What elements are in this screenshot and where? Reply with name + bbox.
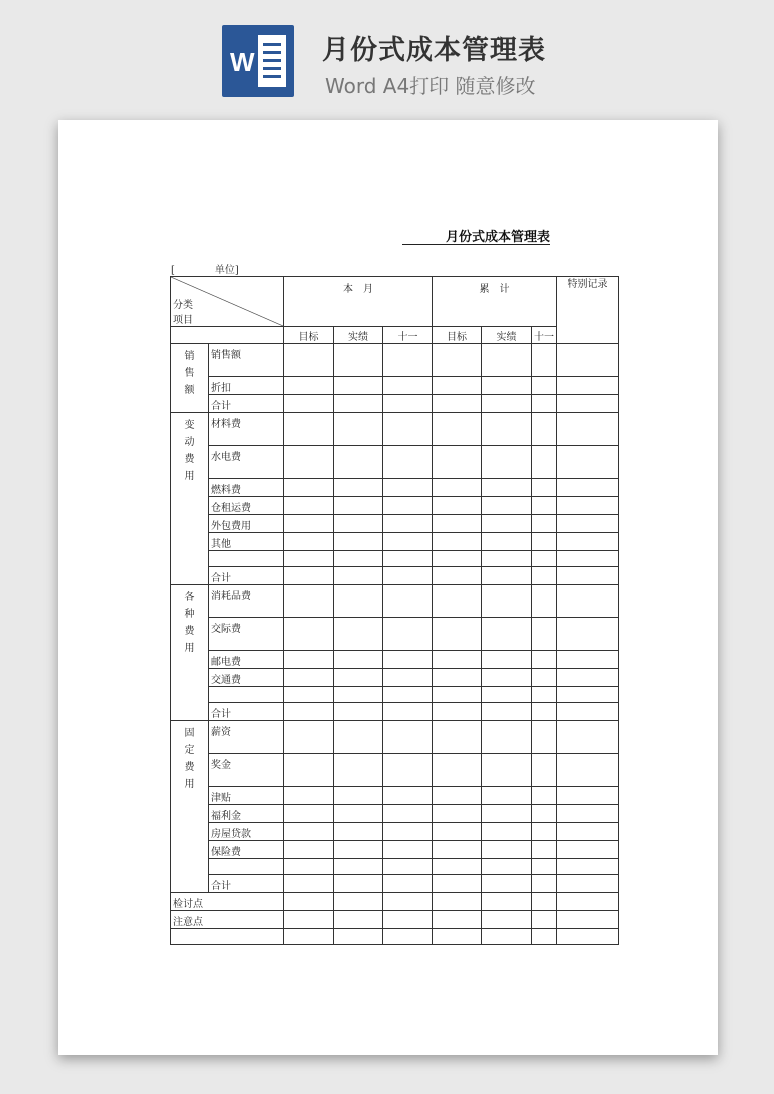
table-row: [171, 533, 619, 551]
value-cell[interactable]: [532, 841, 557, 859]
value-cell[interactable]: [532, 787, 557, 805]
value-cell[interactable]: [482, 859, 532, 875]
value-cell[interactable]: [284, 344, 334, 377]
value-cell[interactable]: [334, 859, 383, 875]
subheader-cell: 实绩: [482, 327, 532, 344]
value-cell[interactable]: [383, 395, 433, 413]
value-cell[interactable]: [532, 344, 557, 377]
category-char: 费: [184, 454, 195, 465]
item-label: 交际费: [209, 618, 284, 651]
value-cell[interactable]: [557, 703, 619, 721]
table-row: [171, 859, 619, 875]
header-this-month: 本 月: [284, 277, 433, 327]
value-cell[interactable]: [284, 515, 334, 533]
value-cell[interactable]: [532, 377, 557, 395]
value-cell[interactable]: [284, 859, 334, 875]
value-cell[interactable]: [482, 533, 532, 551]
value-cell[interactable]: [383, 787, 433, 805]
item-label: 奖金: [209, 754, 284, 787]
value-cell[interactable]: [433, 787, 482, 805]
value-cell[interactable]: [383, 567, 433, 585]
value-cell[interactable]: [284, 446, 334, 479]
value-cell[interactable]: [383, 446, 433, 479]
value-cell[interactable]: [334, 703, 383, 721]
value-cell[interactable]: [557, 446, 619, 479]
value-cell[interactable]: [433, 413, 482, 446]
value-cell[interactable]: [532, 533, 557, 551]
value-cell[interactable]: [383, 551, 433, 567]
table-row: [171, 395, 619, 413]
value-cell[interactable]: [482, 754, 532, 787]
value-cell[interactable]: [284, 413, 334, 446]
value-cell[interactable]: [383, 585, 433, 618]
value-cell[interactable]: [334, 479, 383, 497]
value-cell[interactable]: [334, 687, 383, 703]
item-label: 合计: [209, 567, 284, 585]
value-cell[interactable]: [557, 413, 619, 446]
value-cell[interactable]: [557, 875, 619, 893]
value-cell[interactable]: [482, 585, 532, 618]
value-cell[interactable]: [383, 377, 433, 395]
table-row: [171, 618, 619, 651]
value-cell[interactable]: [482, 497, 532, 515]
item-label: [209, 551, 284, 567]
value-cell[interactable]: [482, 446, 532, 479]
value-cell[interactable]: [557, 344, 619, 377]
category-char: 用: [184, 643, 195, 654]
value-cell[interactable]: [532, 911, 557, 929]
table-row: [171, 703, 619, 721]
value-cell[interactable]: [557, 754, 619, 787]
item-label: 其他: [209, 533, 284, 551]
value-cell[interactable]: [284, 395, 334, 413]
item-label: 燃料费: [209, 479, 284, 497]
value-cell[interactable]: [334, 344, 383, 377]
value-cell[interactable]: [383, 859, 433, 875]
value-cell[interactable]: [482, 911, 532, 929]
value-cell[interactable]: [284, 893, 334, 911]
value-cell[interactable]: [383, 651, 433, 669]
value-cell[interactable]: [482, 823, 532, 841]
value-cell[interactable]: [482, 805, 532, 823]
item-label: 交通费: [209, 669, 284, 687]
header-special-notes: 特别记录: [557, 277, 619, 344]
item-label: [209, 687, 284, 703]
table-row: [171, 567, 619, 585]
banner: [0, 0, 774, 118]
value-cell[interactable]: [482, 721, 532, 754]
table-row: [171, 515, 619, 533]
table-row: [171, 805, 619, 823]
value-cell[interactable]: [383, 413, 433, 446]
header-diagonal-cell: [171, 277, 284, 327]
table-row: [171, 721, 619, 754]
table-row: [171, 344, 619, 377]
value-cell[interactable]: [334, 585, 383, 618]
value-cell[interactable]: [482, 395, 532, 413]
item-label: 房屋贷款: [209, 823, 284, 841]
table-row: [171, 669, 619, 687]
value-cell[interactable]: [482, 841, 532, 859]
value-cell[interactable]: [557, 618, 619, 651]
value-cell[interactable]: [532, 551, 557, 567]
subheader-cell: 目标: [433, 327, 482, 344]
value-cell[interactable]: [334, 618, 383, 651]
category-char: 动: [184, 437, 195, 448]
value-cell[interactable]: [557, 585, 619, 618]
value-cell[interactable]: [383, 911, 433, 929]
value-cell[interactable]: [482, 651, 532, 669]
value-cell[interactable]: [433, 395, 482, 413]
value-cell[interactable]: [433, 893, 482, 911]
value-cell[interactable]: [334, 446, 383, 479]
value-cell[interactable]: [532, 805, 557, 823]
banner-title: 月份式成本管理表: [322, 35, 546, 66]
value-cell[interactable]: [284, 841, 334, 859]
value-cell[interactable]: [557, 377, 619, 395]
value-cell[interactable]: [557, 497, 619, 515]
header-item-label: 项目: [173, 315, 193, 326]
item-label: 外包费用: [209, 515, 284, 533]
subheader-cell: 十一: [383, 327, 433, 344]
value-cell[interactable]: [383, 721, 433, 754]
value-cell[interactable]: [383, 618, 433, 651]
value-cell[interactable]: [383, 687, 433, 703]
word-icon-letter: W: [230, 47, 255, 77]
category-char: 额: [184, 385, 195, 396]
value-cell[interactable]: [532, 446, 557, 479]
value-cell[interactable]: [433, 875, 482, 893]
value-cell[interactable]: [532, 497, 557, 515]
document-title: [402, 226, 550, 245]
item-label: 薪资: [209, 721, 284, 754]
value-cell[interactable]: [383, 497, 433, 515]
item-label: 折扣: [209, 377, 284, 395]
value-cell[interactable]: [433, 479, 482, 497]
value-cell[interactable]: [482, 703, 532, 721]
value-cell[interactable]: [433, 377, 482, 395]
value-cell[interactable]: [284, 823, 334, 841]
banner-subtitle: Word A4打印 随意修改: [325, 74, 536, 98]
item-label: 仓租运费: [209, 497, 284, 515]
value-cell[interactable]: [383, 533, 433, 551]
value-cell[interactable]: [383, 875, 433, 893]
value-cell[interactable]: [532, 893, 557, 911]
value-cell[interactable]: [334, 395, 383, 413]
table-row: [171, 651, 619, 669]
value-cell[interactable]: [433, 446, 482, 479]
value-cell[interactable]: [532, 479, 557, 497]
value-cell[interactable]: [284, 533, 334, 551]
category-char: 各: [184, 592, 195, 603]
table-row: [171, 497, 619, 515]
value-cell[interactable]: [334, 413, 383, 446]
value-cell[interactable]: [482, 687, 532, 703]
category-cell: [171, 585, 209, 721]
unit-label: [ 单位]: [171, 265, 239, 276]
category-char: 费: [184, 762, 195, 773]
item-label: 水电费: [209, 446, 284, 479]
value-cell[interactable]: [334, 551, 383, 567]
item-label: [209, 859, 284, 875]
value-cell[interactable]: [532, 687, 557, 703]
category-cell: [171, 721, 209, 893]
value-cell[interactable]: [383, 823, 433, 841]
value-cell[interactable]: [284, 687, 334, 703]
value-cell[interactable]: [383, 344, 433, 377]
value-cell[interactable]: [532, 721, 557, 754]
table-row: [171, 911, 619, 929]
value-cell[interactable]: [482, 618, 532, 651]
category-char: 售: [184, 368, 195, 379]
category-char: 费: [184, 626, 195, 637]
value-cell[interactable]: [284, 805, 334, 823]
value-cell[interactable]: [532, 754, 557, 787]
value-cell[interactable]: [284, 787, 334, 805]
category-char: 用: [184, 779, 195, 790]
value-cell[interactable]: [334, 721, 383, 754]
value-cell[interactable]: [334, 533, 383, 551]
value-cell[interactable]: [383, 893, 433, 911]
subheader-cell: 目标: [284, 327, 334, 344]
value-cell[interactable]: [334, 823, 383, 841]
value-cell[interactable]: [334, 787, 383, 805]
value-cell[interactable]: [284, 377, 334, 395]
value-cell[interactable]: [557, 929, 619, 945]
value-cell[interactable]: [334, 377, 383, 395]
value-cell[interactable]: [557, 859, 619, 875]
value-cell[interactable]: [433, 823, 482, 841]
value-cell[interactable]: [383, 841, 433, 859]
value-cell[interactable]: [284, 585, 334, 618]
value-cell[interactable]: [334, 911, 383, 929]
value-cell[interactable]: [482, 413, 532, 446]
category-char: 销: [184, 351, 195, 362]
table-row: [171, 787, 619, 805]
value-cell[interactable]: [334, 567, 383, 585]
value-cell[interactable]: [532, 703, 557, 721]
value-cell[interactable]: [433, 911, 482, 929]
value-cell[interactable]: [482, 893, 532, 911]
table-row: [171, 687, 619, 703]
category-char: 种: [184, 609, 195, 620]
value-cell[interactable]: [557, 651, 619, 669]
category-cell: [171, 413, 209, 585]
value-cell[interactable]: [557, 551, 619, 567]
value-cell[interactable]: [383, 703, 433, 721]
item-label: 合计: [209, 703, 284, 721]
category-char: 定: [184, 745, 195, 756]
header-category-label: 分类: [173, 300, 193, 311]
category-char: 变: [184, 420, 195, 431]
value-cell[interactable]: [284, 618, 334, 651]
value-cell[interactable]: [433, 651, 482, 669]
value-cell[interactable]: [334, 875, 383, 893]
value-cell[interactable]: [482, 515, 532, 533]
value-cell[interactable]: [482, 479, 532, 497]
table-row: [171, 413, 619, 446]
item-label: 合计: [209, 875, 284, 893]
value-cell[interactable]: [284, 567, 334, 585]
item-label: 保险费: [209, 841, 284, 859]
value-cell[interactable]: [557, 721, 619, 754]
value-cell[interactable]: [532, 413, 557, 446]
value-cell[interactable]: [383, 515, 433, 533]
value-cell[interactable]: [557, 823, 619, 841]
value-cell[interactable]: [482, 669, 532, 687]
value-cell[interactable]: [557, 893, 619, 911]
value-cell[interactable]: [433, 669, 482, 687]
category-char: 固: [184, 728, 195, 739]
table-row: [171, 585, 619, 618]
value-cell[interactable]: [532, 859, 557, 875]
value-cell[interactable]: [284, 721, 334, 754]
table-row: [171, 929, 619, 945]
value-cell[interactable]: [557, 805, 619, 823]
value-cell[interactable]: [532, 669, 557, 687]
value-cell[interactable]: [557, 687, 619, 703]
document-title-text: 月份式成本管理表: [445, 230, 550, 245]
value-cell[interactable]: [557, 395, 619, 413]
value-cell[interactable]: [284, 929, 334, 945]
footer-label: 检讨点: [171, 893, 284, 911]
value-cell[interactable]: [334, 841, 383, 859]
table-row: [171, 841, 619, 859]
value-cell[interactable]: [433, 721, 482, 754]
word-icon: [222, 25, 294, 97]
value-cell[interactable]: [383, 805, 433, 823]
table-row: [171, 479, 619, 497]
value-cell[interactable]: [532, 515, 557, 533]
value-cell[interactable]: [433, 805, 482, 823]
item-label: 销售额: [209, 344, 284, 377]
footer-label: [171, 929, 284, 945]
value-cell[interactable]: [284, 875, 334, 893]
value-cell[interactable]: [334, 669, 383, 687]
value-cell[interactable]: [284, 669, 334, 687]
value-cell[interactable]: [433, 859, 482, 875]
item-label: 津贴: [209, 787, 284, 805]
value-cell[interactable]: [482, 929, 532, 945]
table-row: [171, 377, 619, 395]
value-cell[interactable]: [383, 479, 433, 497]
footer-label: 注意点: [171, 911, 284, 929]
value-cell[interactable]: [433, 703, 482, 721]
value-cell[interactable]: [433, 567, 482, 585]
value-cell[interactable]: [433, 497, 482, 515]
value-cell[interactable]: [433, 929, 482, 945]
value-cell[interactable]: [284, 911, 334, 929]
value-cell[interactable]: [383, 754, 433, 787]
subheader-cell: 实绩: [334, 327, 383, 344]
value-cell[interactable]: [482, 875, 532, 893]
value-cell[interactable]: [532, 395, 557, 413]
table-row: [171, 893, 619, 911]
value-cell[interactable]: [284, 479, 334, 497]
value-cell[interactable]: [433, 515, 482, 533]
item-label: 消耗品费: [209, 585, 284, 618]
value-cell[interactable]: [334, 929, 383, 945]
value-cell[interactable]: [284, 651, 334, 669]
item-label: 合计: [209, 395, 284, 413]
value-cell[interactable]: [532, 823, 557, 841]
value-cell[interactable]: [482, 787, 532, 805]
item-label: 邮电费: [209, 651, 284, 669]
value-cell[interactable]: [433, 585, 482, 618]
header-spacer: [171, 327, 284, 344]
table-row: [171, 551, 619, 567]
value-cell[interactable]: [383, 929, 433, 945]
value-cell[interactable]: [433, 344, 482, 377]
value-cell[interactable]: [433, 841, 482, 859]
category-char: 用: [184, 471, 195, 482]
category-cell: [171, 344, 209, 413]
value-cell[interactable]: [334, 893, 383, 911]
value-cell[interactable]: [482, 344, 532, 377]
value-cell[interactable]: [532, 585, 557, 618]
value-cell[interactable]: [482, 551, 532, 567]
header-cumulative: 累 计: [433, 277, 557, 327]
value-cell[interactable]: [532, 929, 557, 945]
value-cell[interactable]: [557, 841, 619, 859]
value-cell[interactable]: [532, 651, 557, 669]
value-cell[interactable]: [482, 377, 532, 395]
value-cell[interactable]: [284, 497, 334, 515]
value-cell[interactable]: [557, 533, 619, 551]
value-cell[interactable]: [532, 618, 557, 651]
value-cell[interactable]: [284, 551, 334, 567]
value-cell[interactable]: [557, 787, 619, 805]
value-cell[interactable]: [482, 567, 532, 585]
value-cell[interactable]: [284, 703, 334, 721]
table-row: [171, 875, 619, 893]
value-cell[interactable]: [433, 687, 482, 703]
item-label: 福利金: [209, 805, 284, 823]
value-cell[interactable]: [532, 875, 557, 893]
value-cell[interactable]: [557, 567, 619, 585]
table-row: [171, 754, 619, 787]
item-label: 材料费: [209, 413, 284, 446]
value-cell[interactable]: [334, 754, 383, 787]
value-cell[interactable]: [334, 515, 383, 533]
table-row: [171, 823, 619, 841]
value-cell[interactable]: [433, 618, 482, 651]
value-cell[interactable]: [334, 805, 383, 823]
value-cell[interactable]: [433, 533, 482, 551]
value-cell[interactable]: [433, 551, 482, 567]
value-cell[interactable]: [334, 651, 383, 669]
value-cell[interactable]: [557, 515, 619, 533]
value-cell[interactable]: [532, 567, 557, 585]
value-cell[interactable]: [557, 911, 619, 929]
value-cell[interactable]: [284, 754, 334, 787]
value-cell[interactable]: [433, 754, 482, 787]
cost-table: [170, 276, 619, 945]
value-cell[interactable]: [557, 479, 619, 497]
subheader-cell: 十一: [532, 327, 557, 344]
value-cell[interactable]: [383, 669, 433, 687]
value-cell[interactable]: [557, 669, 619, 687]
table-row: [171, 446, 619, 479]
value-cell[interactable]: [334, 497, 383, 515]
